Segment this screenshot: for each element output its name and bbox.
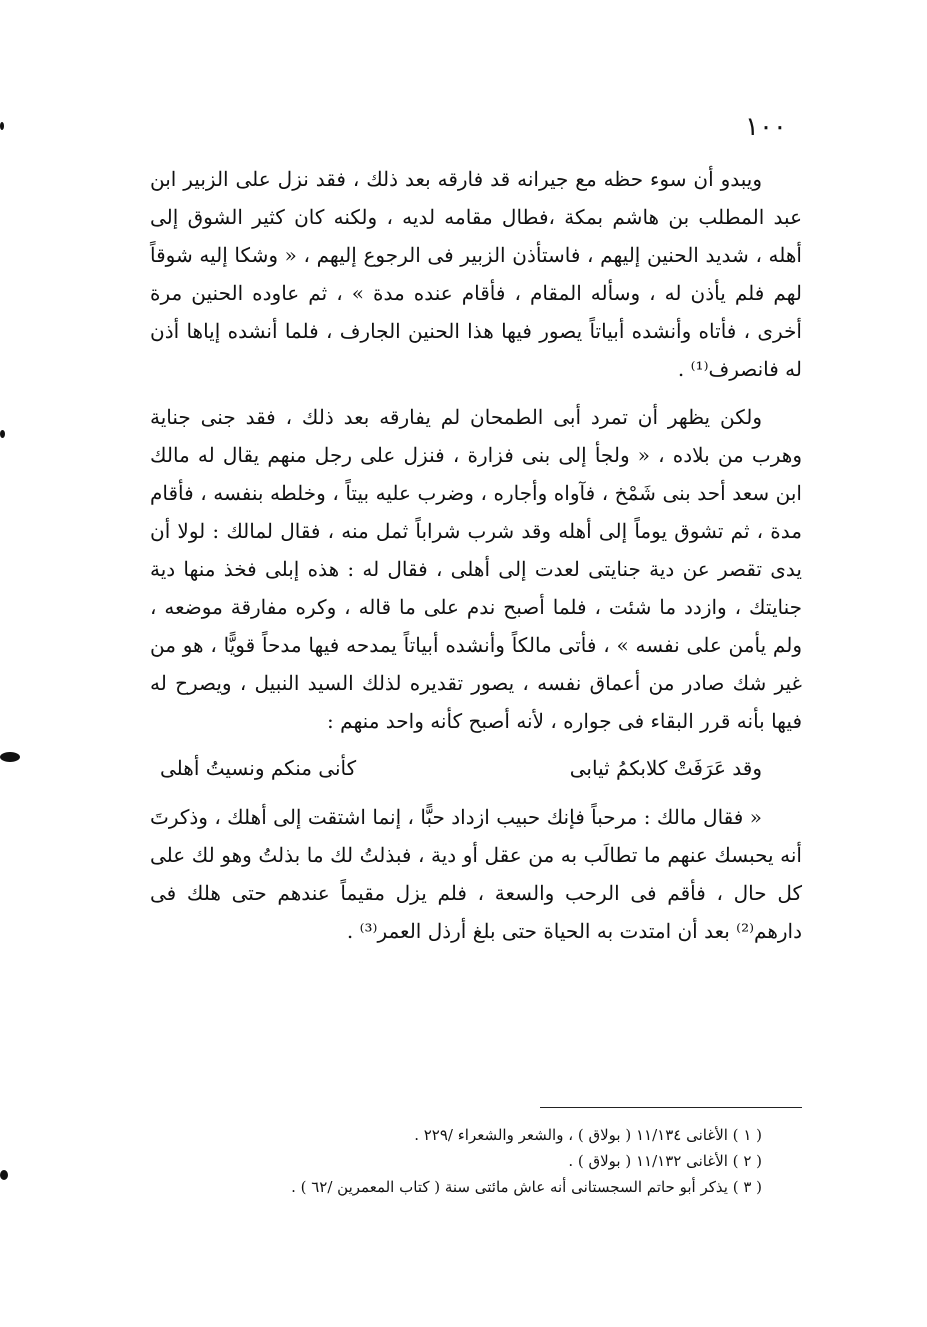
poem-verse — [150, 742, 802, 794]
scan-edge-mark — [0, 1170, 8, 1180]
verse-second-hemistich: كأنى منكم ونسيتُ أهلى — [160, 756, 357, 780]
footnotes — [150, 1122, 762, 1200]
footnote-2: ( ٢ ) الأغانى ١١/١٣٢ ( بولاق ) . — [568, 1152, 762, 1170]
body-text — [150, 160, 802, 950]
scan-edge-mark — [0, 430, 5, 438]
scan-edge-mark — [0, 752, 20, 762]
footnote-separator-rule — [540, 1107, 802, 1108]
verse-first-hemistich: وقد عَرَفَتْ كلابكمُ ثيابى — [569, 756, 762, 780]
page-number: ١٠٠ — [745, 112, 787, 142]
paragraph-1: ويبدو أن سوء حظه مع جيرانه قد فارقه بعد ذلك ، فقد نزل على الزبير ابن عبد المطلب بن هاشم بمكة ،فطال مقامه لديه ، ولكنه كان كثير الشوق إلى أهله ، شديد الحنين إليهم ، فاستأذن الزبير فى الرجوع إليهم ، « وشكا إليه شوقاً لهم فلم يأذن له ، وسأله المقام ، فأقام عنده مدة » ، ثم عاوده الحنين مرة أخرى ، فأتاه وأنشده أبياتاً يصور فيها هذا الحنين الجارف ، فلما أنشده إياها أذن له فانصرف⁽¹⁾ . — [150, 167, 802, 381]
paragraph-3: « فقال مالك : مرحباً فإنك حبيب ازداد حبًّا ، إنما اشتقت إلى أهلك ، وذكرتَ أنه يحبسك عنهم ما تطالَب به من عقل أو دية ، فبذلتُ لك ما بذلتُ وهو لك على كل حال ، فأقم فى الرحب والسعة ، فلم يزل مقيماً عندهم حتى هلك فى دارهم⁽²⁾ بعد أن امتدت به الحياة حتى بلغ أرذل العمر⁽³⁾ . — [150, 805, 802, 943]
paragraph-2: ولكن يظهر أن تمرد أبى الطمحان لم يفارقه بعد ذلك ، فقد جنى جناية وهرب من بلاده ، « ولجأ إلى بنى فزارة ، فنزل على رجل منهم يقال له مالك ابن سعد أحد بنى شَمْخ ، فآواه وأجاره ، وضرب عليه بيتاً ، وخلطه بنفسه ، فأقام مدة ، ثم تشوق يوماً إلى أهله وقد شرب شراباً ثمل منه ، فقال لمالك : لولا أن يدى تقصر عن دية جنايتى لعدت إلى أهلى ، فقال له : هذه إبلى فخذ منها دية جنايتك ، وازدد ما شئت ، فلما أصبح ندم على ما قاله ، وكره مفارقة موضعه ، ولم يأمن على نفسه » ، فأتى مالكاً وأنشده أبياتاً يمدحه فيها مدحاً قويًّا ، هو من غير شك صادر من أعماق نفسه ، يصور تقديره لذلك السيد النبيل ، ويصرح له فيها بأنه قرر البقاء فى جواره ، لأنه أصبح كأنه واحد منهم : — [150, 405, 802, 733]
footnote-1: ( ١ ) الأغانى ١١/١٣٤ ( بولاق ) ، والشعر والشعراء /٢٢٩ . — [414, 1126, 762, 1144]
scan-edge-mark — [0, 122, 4, 130]
footnote-3: ( ٣ ) يذكر أبو حاتم السجستانى أنه عاش مائتى سنة ( كتاب المعمرين /٦٢ ) . — [291, 1178, 762, 1196]
